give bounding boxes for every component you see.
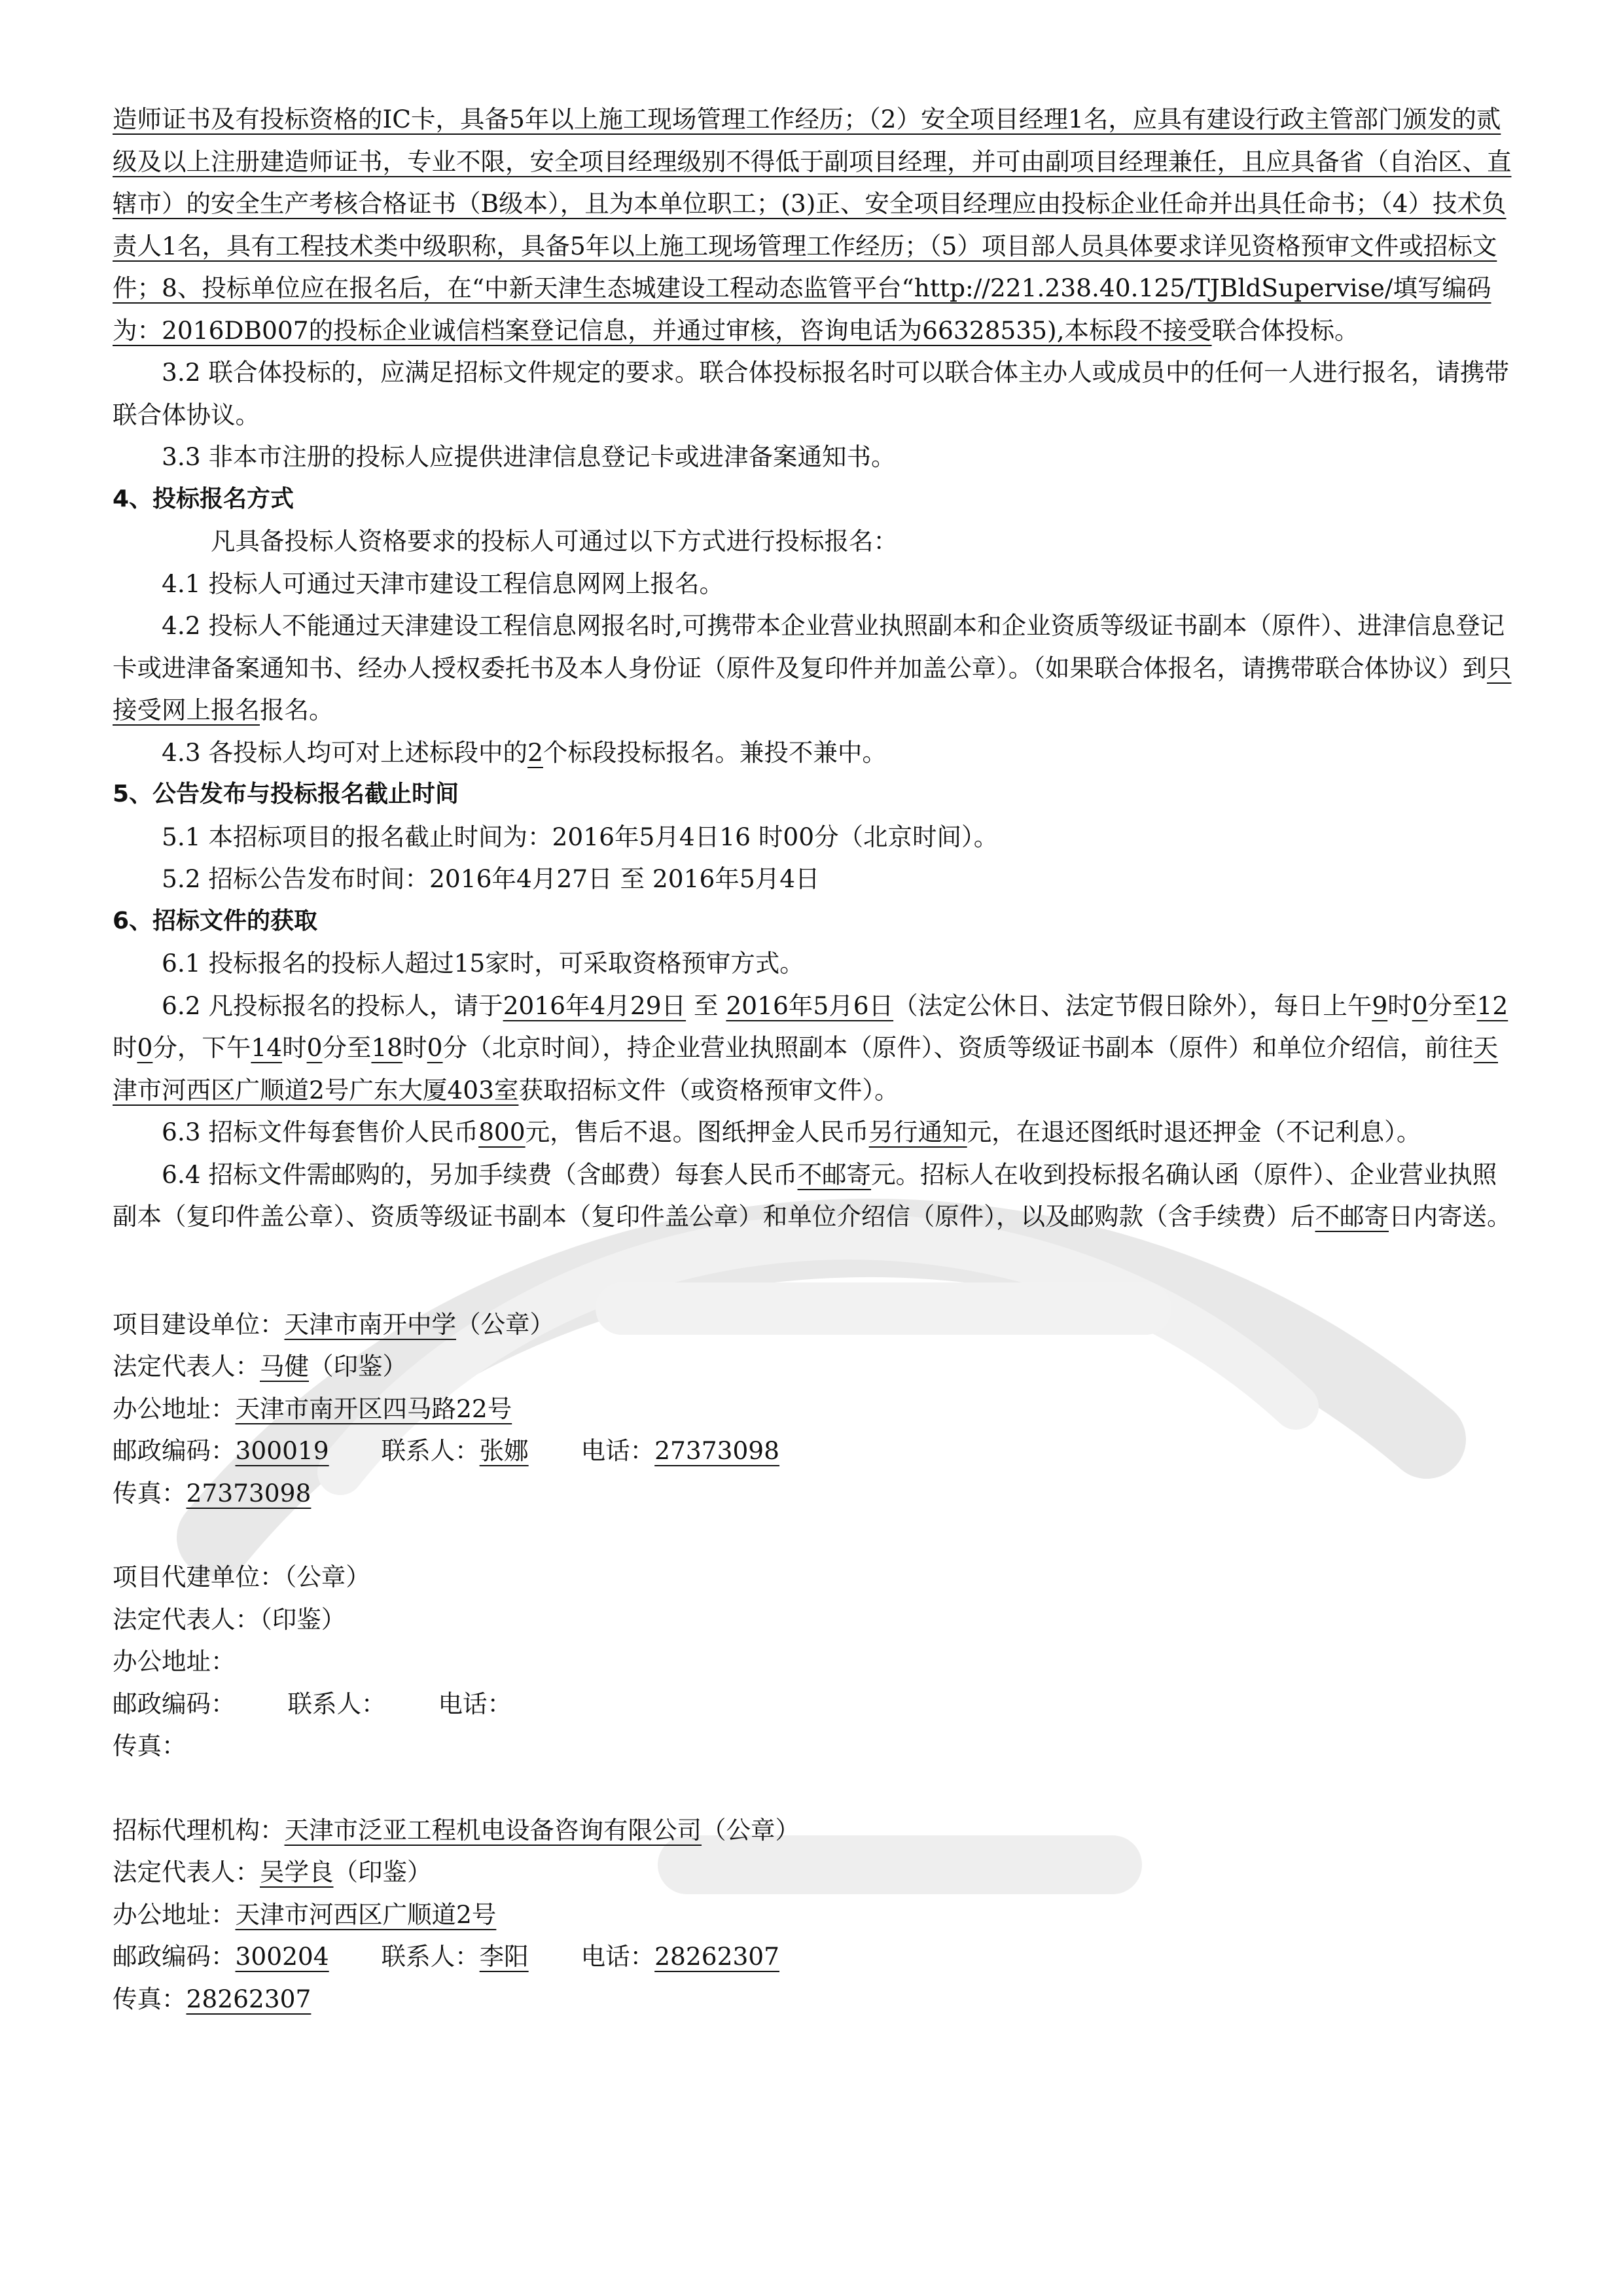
- document-price: 800: [478, 1118, 526, 1146]
- label: 联系人：: [287, 1689, 386, 1718]
- text: 至: [686, 991, 726, 1020]
- label: 邮政编码：: [113, 1689, 236, 1718]
- spacer: [113, 1514, 1520, 1556]
- agency-contact-line: [113, 1935, 1520, 1978]
- label: 办公地址：: [113, 1394, 236, 1423]
- owner-contact-value: 张娜: [479, 1436, 529, 1465]
- label: （公章）: [284, 1563, 370, 1591]
- start-date: 2016年4月29日: [503, 991, 687, 1020]
- label: 传真：: [113, 1984, 187, 2013]
- owner-tel-value: 27373098: [654, 1436, 780, 1465]
- owner-addr-value: 天津市南开区四马路22号: [235, 1394, 512, 1423]
- pm-start-min: 0: [306, 1033, 323, 1062]
- spacer: [113, 1767, 1520, 1809]
- clause-6-3: [113, 1111, 1520, 1154]
- agent-contact-line: [113, 1683, 1520, 1725]
- clause-4-3: [113, 732, 1520, 774]
- clause-6-2: [113, 985, 1520, 1112]
- owner-contact-line: [113, 1430, 1520, 1472]
- owner-rep-value: 马健: [260, 1352, 309, 1381]
- agent-fax-line: 传真：: [113, 1731, 187, 1760]
- agency-rep-value: 吴学良: [260, 1858, 334, 1886]
- text: 元。招标人在收到投标报名确认函（原件）、企业营业执照副本（复印件盖公章）、资质等级证书副本（复印件盖公章）和单位介绍信（原件），以及邮购款（含手续费）后: [113, 1159, 1497, 1231]
- text: （法定公休日、法定节假日除外），每日上午: [893, 991, 1372, 1020]
- agency-zip-value: 300204: [235, 1942, 329, 1971]
- mail-days: 不邮寄: [1315, 1202, 1389, 1231]
- label: （公章）: [456, 1309, 554, 1339]
- am-start-hour: 9: [1372, 991, 1388, 1020]
- agent-build-block: [113, 1556, 1520, 1767]
- agency-contact-value: 李阳: [479, 1942, 529, 1971]
- label: 项目建设单位：: [113, 1309, 285, 1339]
- clause-4-intro: 凡具备投标人资格要求的投标人可通过以下方式进行投标报名：: [211, 527, 898, 556]
- label: （公章）: [702, 1815, 800, 1845]
- owner-addr-line: [113, 1388, 1520, 1430]
- text: 时: [113, 1033, 137, 1062]
- am-end-min: 0: [137, 1033, 153, 1062]
- clause-4-2-end: 报名。: [260, 696, 334, 724]
- owner-unit-line: [113, 1303, 1520, 1346]
- clause-4-3-text: 4.3 各投标人均可对上述标段中的: [162, 737, 528, 767]
- text: 日内寄送。: [1389, 1202, 1512, 1231]
- document-page: [113, 98, 1520, 2020]
- qualification-text-end: 联合体投标。: [1211, 315, 1359, 345]
- label: 法定代表人：: [113, 1858, 260, 1886]
- owner-fax-value: 27373098: [186, 1478, 312, 1508]
- clause-3-3: 3.3 非本市注册的投标人应提供进津信息登记卡或进津备案通知书。: [162, 442, 896, 471]
- heading-6: 6、招标文件的获取: [113, 907, 318, 934]
- text: 6.2 凡投标报名的投标人，请于: [162, 991, 503, 1020]
- label: 联系人：: [381, 1942, 480, 1971]
- am-end-hour: 12: [1476, 991, 1508, 1020]
- agency-tel-value: 28262307: [654, 1942, 780, 1971]
- agent-rep-line: [113, 1598, 1520, 1641]
- clause-5-2: 5.2 招标公告发布时间：2016年4月27日 至 2016年5月4日: [162, 864, 820, 893]
- label: （印鉴）: [260, 1604, 346, 1634]
- agent-unit-line: [113, 1556, 1520, 1598]
- pickup-address: 天津市河西区广顺道2号广东大厦403室: [113, 1033, 1499, 1104]
- am-start-min: 0: [1412, 991, 1428, 1020]
- label: 电话：: [580, 1942, 655, 1971]
- text: 元，售后不退。图纸押金人民币: [525, 1118, 869, 1146]
- clause-3-2: 3.2 联合体投标的，应满足招标文件规定的要求。联合体投标报名时可以联合体主办人或成员中的任何一人进行报名，请携带联合体协议。: [113, 358, 1510, 429]
- qualification-paragraph: [113, 98, 1520, 351]
- text: 时: [1387, 991, 1412, 1020]
- qualification-text: 造师证书及有投标资格的IC卡，具备5年以上施工现场管理工作经历；（2）安全项目经理1名，应具有建设行政主管部门颁发的贰级及以上注册建造师证书，专业不限，安全项目经理级别不得低于副项目经理，并可由副项目经理兼任，且应具备省（自治区、直辖市）的安全生产考核合格证书（B级本），且为本单位职工；(3)正、安全项目经理应由投标企业任命并出具任命书；（4）技术负责人1名，具有工程技术类中级职称，具备5年以上施工现场管理工作经历；（5）项目部人员具体要求详见资格预审文件或招标文件；8、投标单位应在报名后，在“中新天津生态城建设工程动态监管平台“http://221.238.40.125/TJBldSupervise/填写编码为：2016DB007的投标企业诚信档案登记信息，并通过审核，咨询电话为66328535),本标段: [113, 105, 1512, 345]
- heading-4: 4、投标报名方式: [113, 485, 294, 512]
- agent-addr-line: 办公地址：: [113, 1647, 236, 1676]
- text: 6.4 招标文件需邮购的，另加手续费（含邮费）每套人民币: [162, 1159, 798, 1189]
- text: 分至: [322, 1033, 372, 1062]
- label: 联系人：: [381, 1436, 480, 1465]
- end-date: 2016年5月6日: [726, 991, 894, 1020]
- text: 分至: [1427, 991, 1477, 1020]
- clause-6-4: [113, 1154, 1520, 1238]
- agency-fax-value: 28262307: [186, 1984, 312, 2013]
- text: 6.3 招标文件每套售价人民币: [162, 1118, 479, 1146]
- label: 法定代表人：: [113, 1604, 260, 1634]
- label: 邮政编码：: [113, 1436, 236, 1465]
- pm-end-hour: 18: [371, 1033, 403, 1062]
- label: 邮政编码：: [113, 1942, 236, 1971]
- clause-5-1: 5.1 本招标项目的报名截止时间为：2016年5月4日16 时00分（北京时间）。: [162, 822, 999, 851]
- qualification-text-tail: 不接受: [1138, 315, 1212, 345]
- clause-4-3-count: 2: [527, 737, 543, 767]
- agency-addr-line: [113, 1894, 1520, 1936]
- pm-end-min: 0: [427, 1033, 443, 1062]
- agency-unit-line: [113, 1809, 1520, 1852]
- label: 招标代理机构：: [113, 1815, 285, 1845]
- clause-4-2-method: 只接受网上报名: [113, 653, 1512, 724]
- text: 获取招标文件（或资格预审文件）。: [518, 1075, 899, 1104]
- agency-block: [113, 1809, 1520, 2021]
- clause-4-2: [113, 605, 1520, 732]
- pm-start-hour: 14: [251, 1033, 283, 1062]
- clause-4-3-end: 个标段投标报名。兼投不兼中。: [543, 737, 887, 767]
- agency-rep-line: [113, 1851, 1520, 1894]
- label: （印鉴）: [309, 1352, 407, 1381]
- postage-fee: 不邮寄: [797, 1159, 872, 1189]
- text: 时: [402, 1033, 427, 1062]
- text: 时: [282, 1033, 307, 1062]
- clause-4-1: 4.1 投标人可通过天津市建设工程信息网网上报名。: [162, 569, 724, 598]
- label: 办公地址：: [113, 1899, 236, 1929]
- text: 分，下午: [152, 1033, 251, 1062]
- text: 元，在退还图纸时退还押金（不记利息）。: [967, 1118, 1421, 1146]
- drawing-deposit: 另行通知: [868, 1118, 967, 1146]
- label: 项目代建单位：: [113, 1563, 285, 1591]
- owner-fax-line: [113, 1472, 1520, 1515]
- heading-5: 5、公告发布与投标报名截止时间: [113, 781, 459, 807]
- text: 分（北京时间），持企业营业执照副本（原件）、资质等级证书副本（原件）和单位介绍信，前往: [442, 1033, 1474, 1062]
- agency-unit-value: 天津市泛亚工程机电设备咨询有限公司: [284, 1815, 702, 1845]
- owner-rep-line: [113, 1345, 1520, 1388]
- agency-addr-value: 天津市河西区广顺道2号: [235, 1899, 497, 1929]
- owner-unit-value: 天津市南开中学: [284, 1309, 456, 1339]
- label: （印鉴）: [333, 1858, 432, 1886]
- label: 电话：: [580, 1436, 655, 1465]
- label: 电话：: [438, 1689, 512, 1718]
- label: 法定代表人：: [113, 1352, 260, 1381]
- agency-fax-line: [113, 1978, 1520, 2021]
- spacer: [113, 1238, 1520, 1303]
- clause-4-2-text: 4.2 投标人不能通过天津建设工程信息网报名时,可携带本企业营业执照副本和企业资质等级证书副本（原件）、进津信息登记卡或进津备案通知书、经办人授权委托书及本人身份证（原件及复印件并加盖公章）。（如果联合体报名，请携带联合体协议）到: [113, 611, 1505, 682]
- label: 传真：: [113, 1478, 187, 1508]
- owner-block: [113, 1303, 1520, 1515]
- owner-zip-value: 300019: [235, 1436, 329, 1465]
- clause-6-1: 6.1 投标报名的投标人超过15家时，可采取资格预审方式。: [162, 949, 804, 978]
